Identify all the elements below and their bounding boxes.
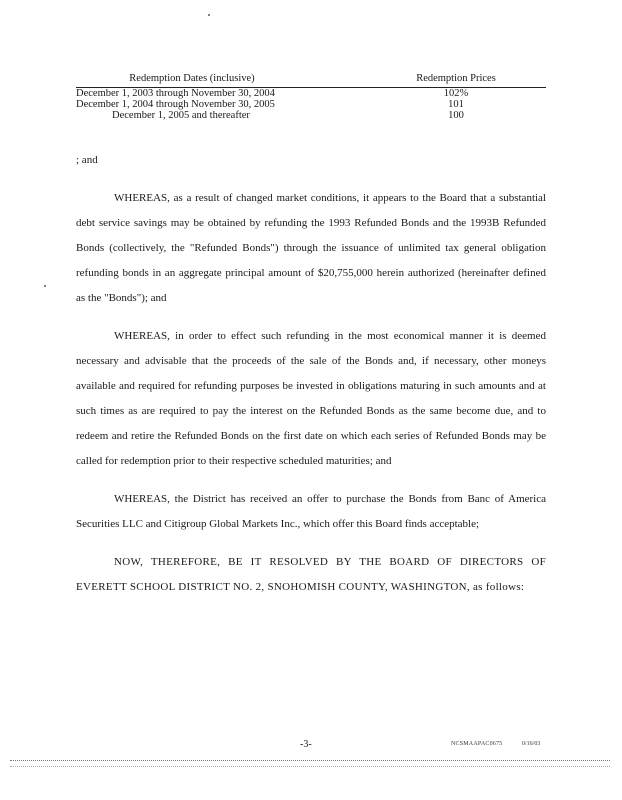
- table-header: [76, 72, 546, 88]
- scan-speck: [44, 285, 46, 287]
- document-body: [76, 148, 546, 600]
- table-row: [76, 99, 546, 110]
- header-redemption-dates: Redemption Dates (inclusive): [129, 73, 255, 84]
- document-code: NCSMAAPAC0675: [451, 741, 503, 747]
- redemption-date-range: December 1, 2003 through November 30, 2004: [76, 88, 275, 99]
- table-row: [76, 88, 546, 99]
- redemption-price-table: [76, 72, 546, 121]
- document-date-code: 0/16/03: [522, 741, 541, 747]
- whereas-paragraph-refunding: WHEREAS, as a result of changed market conditions, it appears to the Board that a substantial debt service savings may be obtained by refunding the 1993 Refunded Bonds and the 1993B Refunded Bonds (collectively, the "Refunded Bonds") through the issuance of unlimited tax general obligation refunding bonds in an aggregate principal amount of $20,755,000 herein authorized (hereinafter defined as the "Bonds"); and: [76, 192, 546, 304]
- scan-speck: [208, 14, 210, 16]
- page-number: -3-: [300, 739, 312, 750]
- redemption-date-range: December 1, 2004 through November 30, 2005: [76, 99, 275, 110]
- scan-artifact-line: [10, 760, 610, 762]
- header-redemption-prices: Redemption Prices: [416, 73, 496, 84]
- resolved-paragraph: NOW, THEREFORE, BE IT RESOLVED BY THE BOARD OF DIRECTORS OF EVERETT SCHOOL DISTRICT NO. 2, SNOHOMISH COUNTY, WASHINGTON, as follows:: [76, 556, 546, 593]
- scan-artifact-line: [10, 766, 610, 768]
- whereas-paragraph-escrow: WHEREAS, in order to effect such refunding in the most economical manner it is deemed necessary and advisable that the proceeds of the sale of the Bonds and, if necessary, other moneys available and required for refunding purposes be invested in obligations maturing in such amounts and at such times as are required to pay the interest on the Refunded Bonds as the same become due, and to redeem and retire the Refunded Bonds on the first date on which each series of Refunded Bonds may be called for redemption prior to their respective scheduled maturities; and: [76, 330, 546, 467]
- redemption-price: 101: [448, 99, 464, 110]
- table-row: [76, 110, 546, 121]
- redemption-date-range: December 1, 2005 and thereafter: [112, 110, 250, 121]
- whereas-paragraph-offer: WHEREAS, the District has received an offer to purchase the Bonds from Banc of America Securities LLC and Citigroup Global Markets Inc., which offer this Board finds acceptable;: [76, 493, 546, 530]
- redemption-price: 100: [448, 110, 464, 121]
- and-line: ; and: [76, 154, 98, 166]
- page-footer: [0, 739, 622, 755]
- redemption-price: 102%: [443, 88, 469, 99]
